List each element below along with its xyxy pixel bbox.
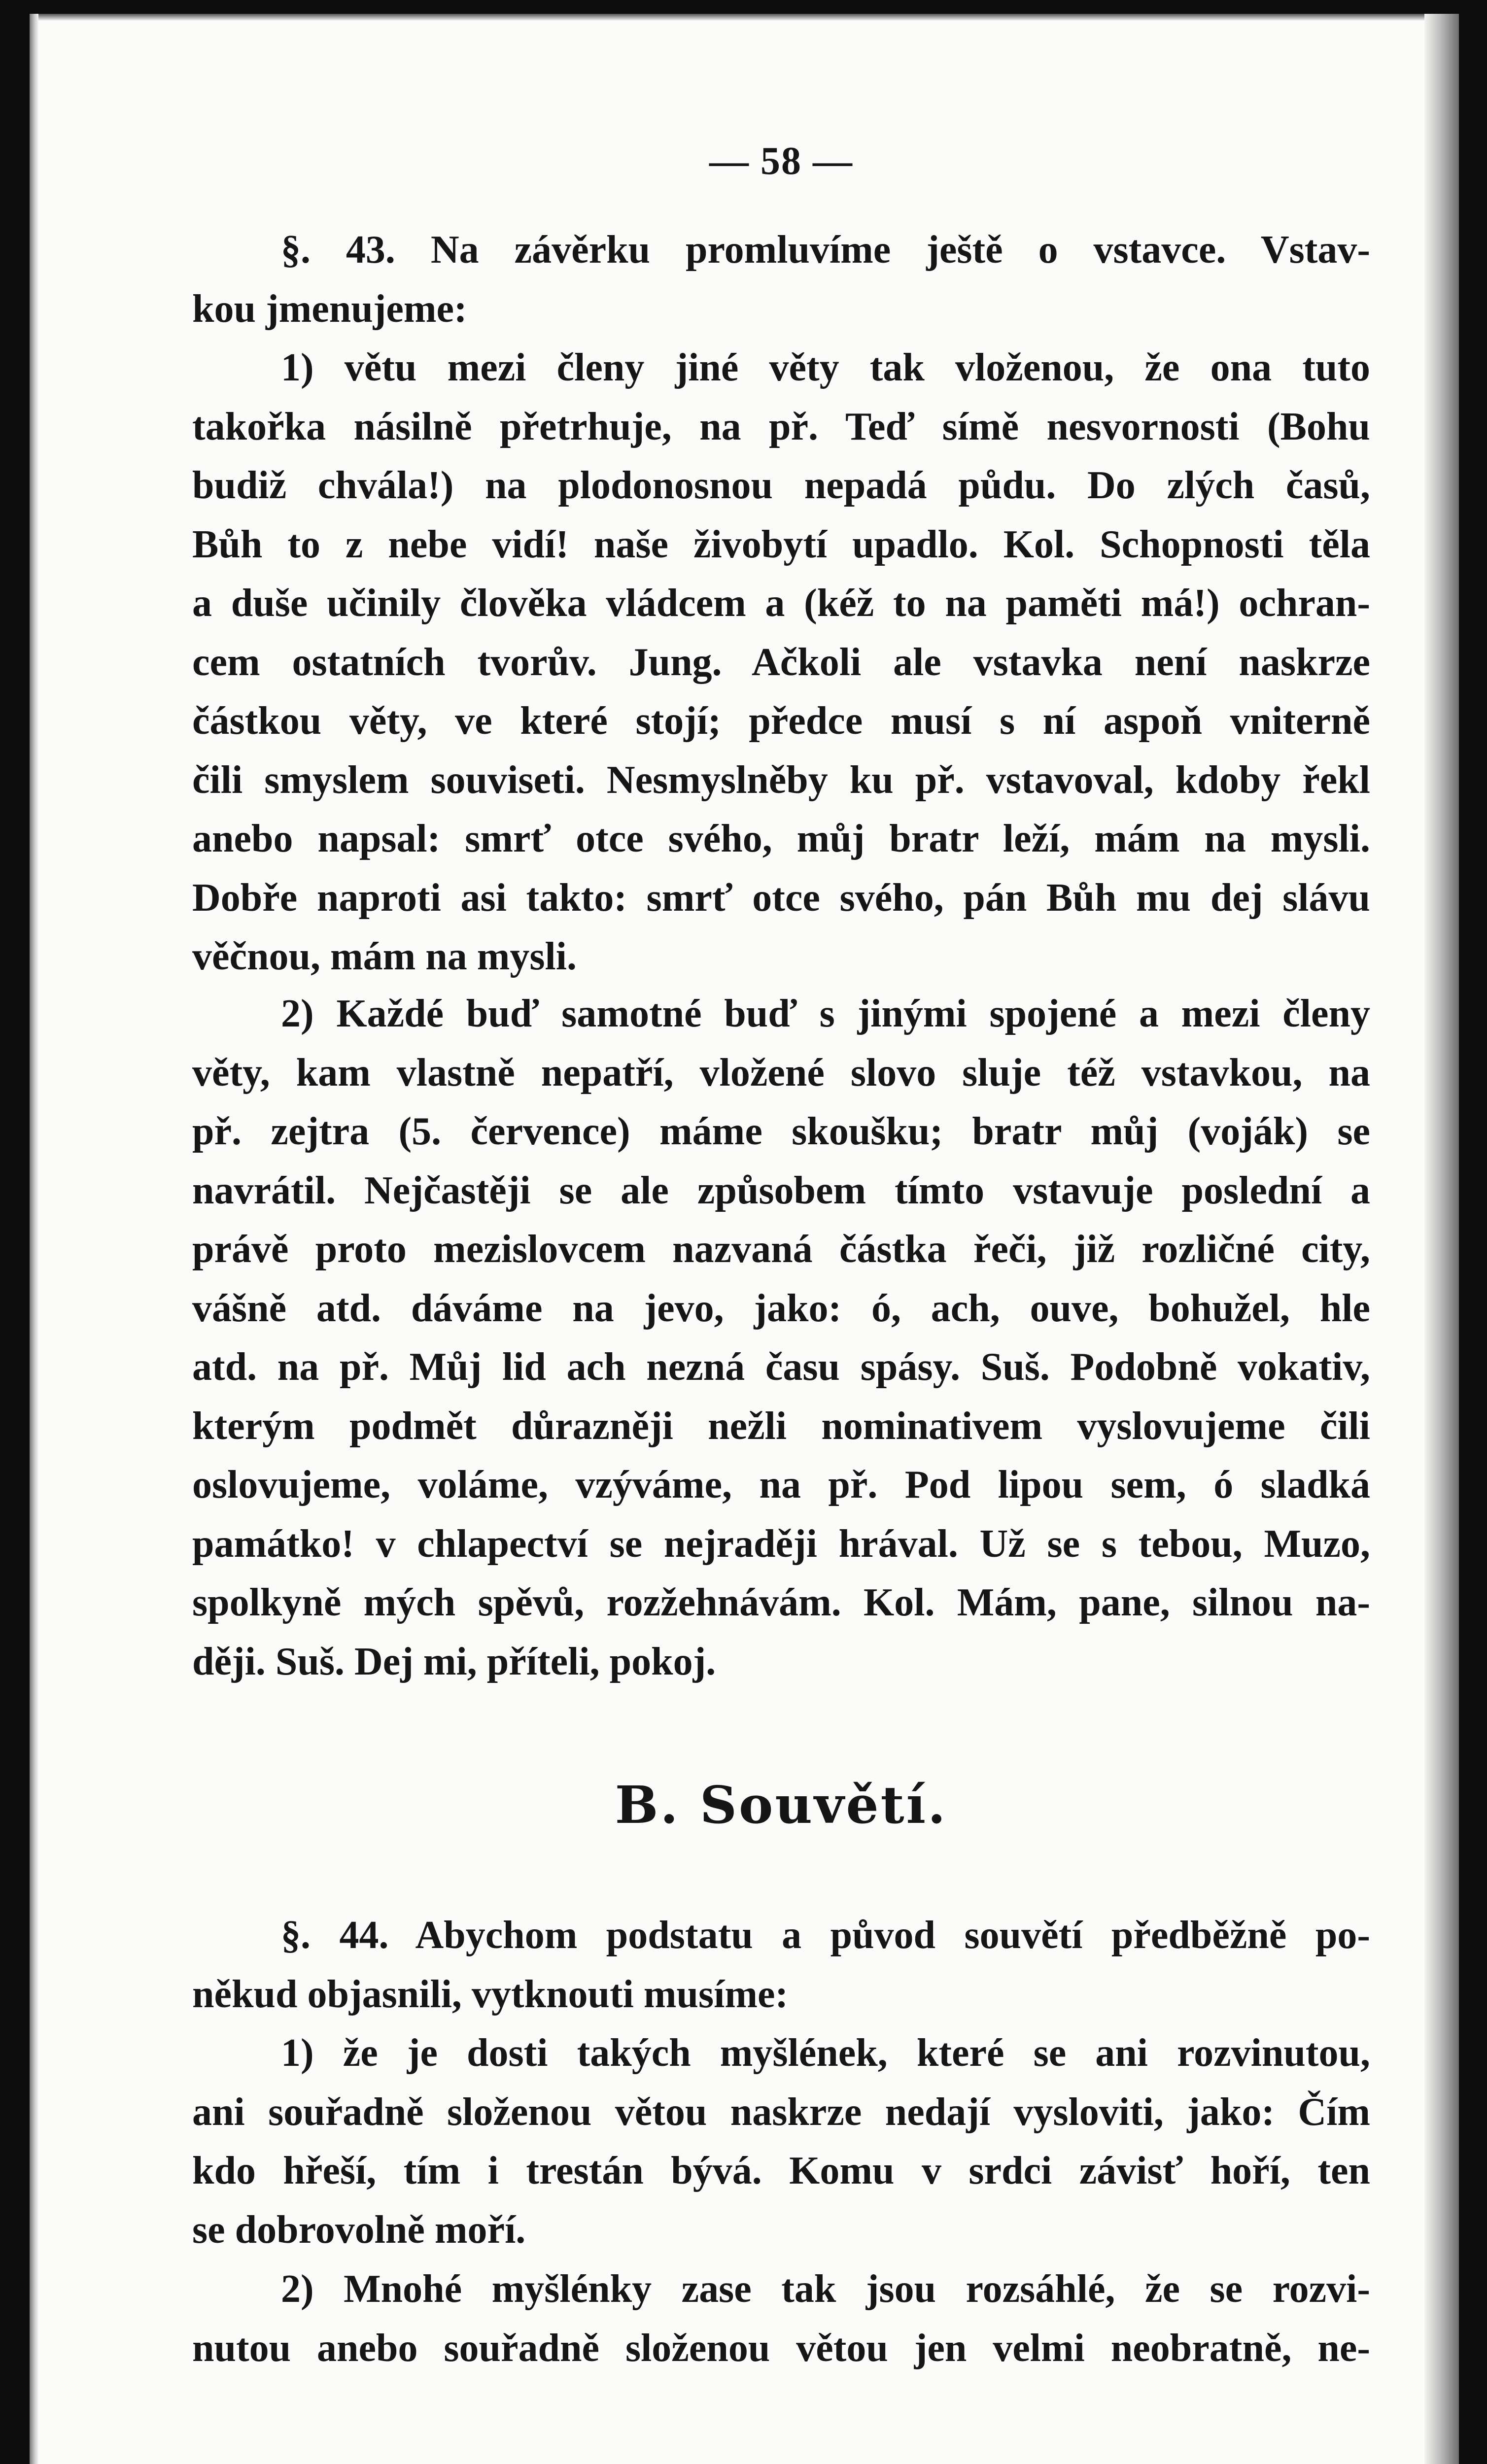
text-line: se dobrovolně moří. (192, 2208, 526, 2252)
text-line: cem ostatních tvorův. Jung. Ačkoli ale vstavka není naskrze (192, 640, 1370, 684)
page-number: — 58 — (709, 139, 853, 183)
text-line: 1) že je dosti takých myšlének, které se ani rozvinutou, (281, 2031, 1370, 2075)
text-line: anebo napsal: smrť otce svého, můj bratr leží, mám na mysli. (192, 817, 1370, 860)
text-line: ani souřadně složenou větou naskrze nedají vysloviti, jako: Čím (192, 2090, 1370, 2134)
text-line: čili smyslem souviseti. Nesmyslněby ku př. vstavoval, kdoby řekl (192, 758, 1370, 802)
text-line: Dobře naproti asi takto: smrť otce svého, pán Bůh mu dej slávu (192, 876, 1370, 920)
text-line: 2) Každé buď samotné buď s jinými spojené a mezi členy (281, 992, 1370, 1035)
text-line: 2) Mnohé myšlénky zase tak jsou rozsáhlé, že se rozvi- (281, 2267, 1370, 2311)
scan-edge-right (1424, 14, 1459, 2464)
text-line: §. 44. Abychom podstatu a původ souvětí předběžně po- (281, 1914, 1370, 1957)
text-line: a duše učinily člověka vládcem a (kéž to na paměti má!) ochran- (192, 582, 1370, 625)
text-line: částkou věty, ve které stojí; předce musí s ní aspoň vniterně (192, 699, 1370, 743)
text-line: právě proto mezislovcem nazvaná částka řeči, již rozličné city, (192, 1228, 1370, 1271)
text-line: kterým podmět důrazněji nežli nominativem vyslovujeme čili (192, 1404, 1370, 1448)
paragraph-43-1 (192, 339, 1370, 987)
paragraph-44-2 (192, 2260, 1370, 2378)
text-line: spolkyně mých spěvů, rozžehnávám. Kol. Mám, pane, silnou na- (192, 1581, 1370, 1624)
section-heading: B. Souvětí. (615, 1775, 948, 1835)
text-line: ději. Suš. Dej mi, příteli, pokoj. (192, 1640, 716, 1683)
text-line: věčnou, mám na mysli. (192, 935, 577, 978)
text-line: budiž chvála!) na plodonosnou nepadá půdu. Do zlých časů, (192, 464, 1370, 507)
text-line: kdo hřeší, tím i trestán bývá. Komu v srdci závisť hoří, ten (192, 2149, 1370, 2192)
text-line: věty, kam vlastně nepatří, vložené slovo sluje též vstavkou, na (192, 1051, 1370, 1095)
paragraph-44-1 (192, 2024, 1370, 2259)
text-line: vášně atd. dáváme na jevo, jako: ó, ach, ouve, bohužel, hle (192, 1286, 1370, 1330)
text-line: někud objasnili, vytknouti musíme: (192, 1972, 789, 2016)
text-line: oslovujeme, voláme, vzýváme, na př. Pod lipou sem, ó sladká (192, 1463, 1370, 1506)
paragraph-43 (192, 221, 1370, 339)
text-line: atd. na př. Můj lid ach nezná času spásy. Suš. Podobně vokativ, (192, 1345, 1370, 1389)
scan-edge-top (30, 14, 1459, 21)
book-page (30, 14, 1459, 2464)
paragraph-43-2 (192, 985, 1370, 1691)
text-line: památko! v chlapectví se nejraději hrával. Už se s tebou, Muzo, (192, 1522, 1370, 1566)
text-line: navrátil. Nejčastěji se ale způsobem tímto vstavuje poslední a (192, 1168, 1370, 1212)
text-line: Bůh to z nebe vidí! naše živobytí upadlo. Kol. Schopnosti těla (192, 522, 1370, 566)
text-line: 1) větu mezi členy jiné věty tak vloženou, že ona tuto (281, 346, 1370, 389)
text-line: př. zejtra (5. července) máme skoušku; bratr můj (voják) se (192, 1110, 1370, 1153)
text-line: takořka násilně přetrhuje, na př. Teď símě nesvornosti (Bohu (192, 405, 1370, 448)
text-line: §. 43. Na závěrku promluvíme ještě o vstavce. Vstav- (281, 228, 1370, 272)
text-line: kou jmenujeme: (192, 287, 467, 331)
text-line: nutou anebo souřadně složenou větou jen velmi neobratně, ne- (192, 2326, 1370, 2370)
scan-edge-left (30, 14, 38, 2464)
paragraph-44 (192, 1906, 1370, 2024)
